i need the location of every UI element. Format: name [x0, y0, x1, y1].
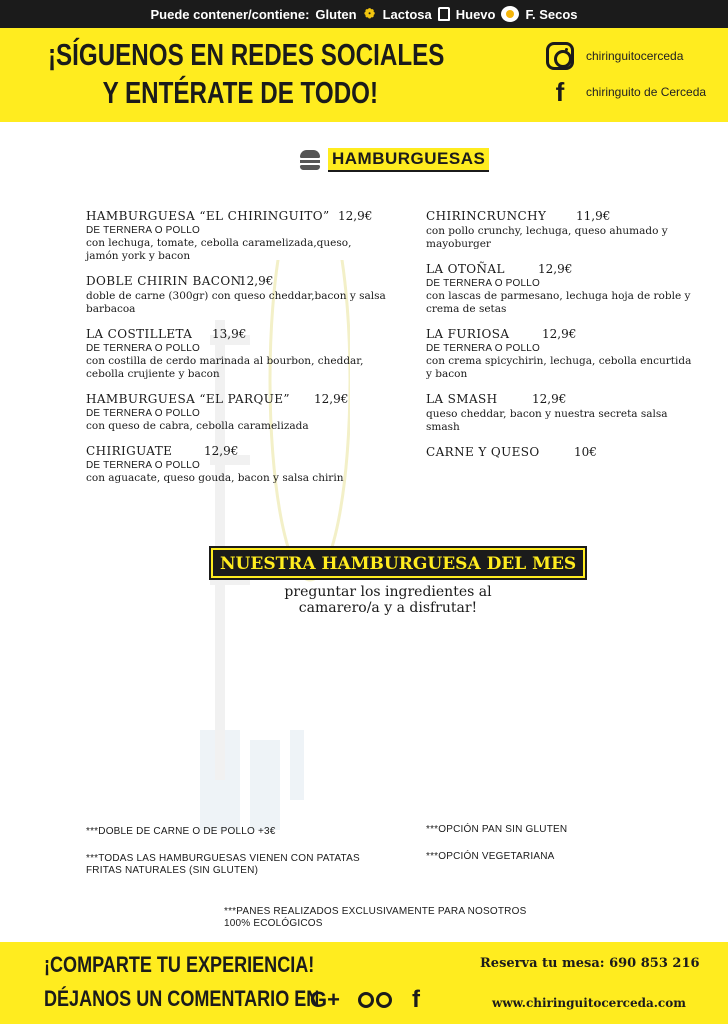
menu-item	[426, 444, 696, 461]
facebook-handle: chiringuito de Cerceda	[586, 85, 707, 99]
menu-column-left	[86, 208, 386, 495]
reservation-phone: Reserva tu mesa: 690 853 216	[480, 956, 700, 971]
item-desc: con crema spicychirin, lechuga, cebolla encurtida y bacon	[426, 355, 692, 380]
item-meat: DE TERNERA O POLLO	[86, 225, 201, 236]
item-desc: con pollo crunchy, lechuga, queso ahumado y mayoburger	[426, 225, 668, 250]
note-gluten-free: ***OPCIÓN PAN SIN GLUTEN	[426, 824, 568, 835]
item-price: 12,9€	[538, 262, 573, 276]
item-name: LA COSTILLETA	[86, 327, 193, 341]
review-links	[310, 986, 420, 1014]
allergen-nuts: F. Secos	[525, 6, 578, 22]
follow-slogan	[48, 36, 445, 112]
note-fries: ***TODAS LAS HAMBURGUESAS VIENEN CON PATATAS FRITAS NATURALES (SIN GLUTEN)	[86, 853, 360, 876]
item-meat: DE TERNERA O POLLO	[86, 343, 201, 354]
item-desc: queso cheddar, bacon y nuestra secreta salsa smash	[426, 408, 668, 433]
menu-column-right	[426, 208, 696, 471]
burger-of-month-text: preguntar los ingredientes al camarero/a y a disfrutar!	[284, 584, 492, 616]
facebook-icon[interactable]: f	[411, 986, 420, 1013]
footer-line-2: DÉJANOS UN COMENTARIO EN	[44, 986, 320, 1011]
allergen-lead: Puede contener/contiene:	[150, 6, 310, 22]
item-name: LA SMASH	[426, 392, 498, 406]
instagram-handle: chiringuitocerceda	[586, 49, 684, 63]
slogan-line-1: ¡SÍGUENOS EN REDES SOCIALES	[48, 37, 445, 72]
note-buns: ***PANES REALIZADOS EXCLUSIVAMENTE PARA NOSOTROS 100% ECOLÓGICOS	[224, 906, 527, 929]
item-name: DOBLE CHIRIN BACON	[86, 274, 242, 288]
website-link[interactable]: www.chiringuitocerceda.com	[492, 996, 686, 1010]
allergen-bar	[0, 0, 728, 28]
item-meat: DE TERNERA O POLLO	[426, 343, 541, 354]
footer	[0, 942, 728, 1024]
facebook-icon: f	[555, 76, 565, 107]
item-desc: con costilla de cerdo marinada al bourbon, cheddar, cebolla crujiente y bacon	[86, 355, 364, 380]
allergen-gluten: Gluten	[315, 6, 357, 22]
item-price: 11,9€	[576, 209, 611, 223]
note-double-meat: ***DOBLE DE CARNE O DE POLLO +3€	[86, 826, 276, 837]
menu-item	[86, 443, 386, 485]
item-desc: con queso de cabra, cebolla caramelizada	[86, 420, 309, 432]
item-name: HAMBURGUESA “EL CHIRINGUITO”	[86, 209, 330, 223]
egg-icon	[501, 6, 519, 22]
instagram-link[interactable]	[546, 42, 683, 70]
social-header	[0, 28, 728, 122]
menu-item	[86, 391, 386, 433]
footer-line-1: ¡COMPARTE TU EXPERIENCIA!	[44, 952, 315, 977]
menu-item	[426, 261, 696, 316]
tripadvisor-icon[interactable]	[358, 989, 394, 1011]
menu-item	[86, 326, 386, 381]
item-desc: con aguacate, queso gouda, bacon y salsa chirin	[86, 472, 344, 484]
item-name: LA OTOÑAL	[426, 262, 505, 276]
slogan-line-2: Y ENTÉRATE DE TODO!	[102, 75, 379, 110]
item-desc: con lechuga, tomate, cebolla caramelizada,queso, jamón york y bacon	[86, 237, 352, 262]
item-name: LA FURIOSA	[426, 327, 510, 341]
item-name: HAMBURGUESA “EL PARQUE”	[86, 392, 290, 406]
item-price: 12,9€	[239, 274, 274, 288]
note-vegetarian: ***OPCIÓN VEGETARIANA	[426, 851, 555, 862]
item-price: 13,9€	[212, 327, 247, 341]
item-name: CHIRIGUATE	[86, 444, 173, 458]
google-plus-icon[interactable]: G+	[310, 987, 340, 1012]
burger-of-month-title: NUESTRA HAMBURGUESA DEL MES	[211, 548, 585, 578]
footer-message	[44, 948, 319, 1016]
milk-icon	[438, 7, 450, 21]
item-meat: DE TERNERA O POLLO	[86, 460, 201, 471]
burger-icon	[300, 150, 320, 170]
instagram-icon	[546, 42, 574, 70]
item-price: 12,9€	[338, 209, 373, 223]
facebook-link[interactable]	[546, 78, 706, 106]
menu-item	[86, 208, 386, 263]
menu-item	[426, 326, 696, 381]
item-meat: DE TERNERA O POLLO	[426, 278, 541, 289]
item-price: 12,9€	[204, 444, 239, 458]
item-meat: DE TERNERA O POLLO	[86, 408, 201, 419]
item-price: 12,9€	[532, 392, 567, 406]
section-title-label: HAMBURGUESAS	[328, 148, 489, 172]
menu-item	[426, 391, 696, 434]
item-name: CARNE Y QUESO	[426, 445, 540, 459]
wheat-icon: ❁	[364, 6, 376, 21]
allergen-lactose: Lactosa	[382, 6, 432, 22]
menu-item	[426, 208, 696, 251]
menu-item	[86, 273, 386, 316]
section-title	[300, 148, 489, 172]
item-price: 10€	[574, 445, 597, 459]
item-price: 12,9€	[542, 327, 577, 341]
allergen-egg: Huevo	[455, 6, 496, 22]
item-desc: con lascas de parmesano, lechuga hoja de roble y crema de setas	[426, 290, 691, 315]
item-desc: doble de carne (300gr) con queso cheddar,bacon y salsa barbacoa	[86, 290, 386, 315]
item-name: CHIRINCRUNCHY	[426, 209, 547, 223]
item-price: 12,9€	[314, 392, 349, 406]
